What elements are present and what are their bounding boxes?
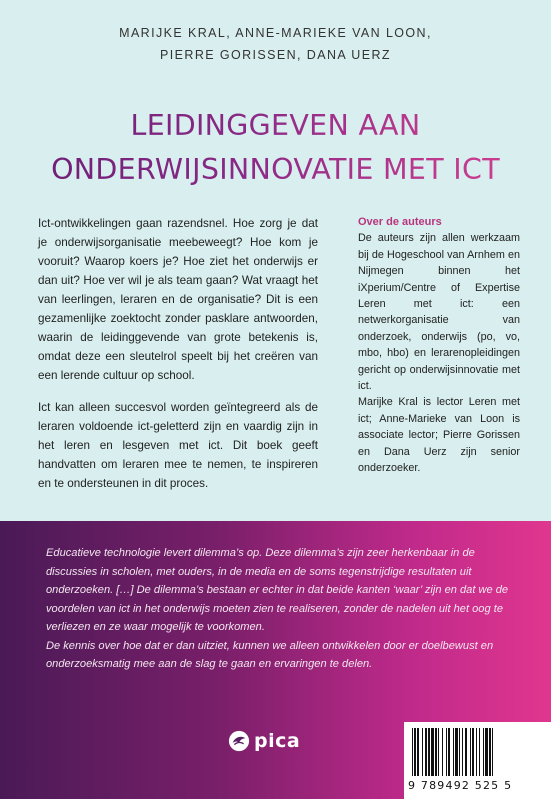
authors-line-1: MARIJKE KRAL, ANNE-MARIEKE VAN LOON,: [119, 26, 432, 40]
book-title: [0, 104, 551, 192]
intro-paragraph-1: Ict-ontwikkelingen gaan razendsnel. Hoe zorg je dat je onderwijsorganisatie meebeweegt? Hoe kom je vooruit? Waarop koers je? Hoe ziet het onderwijs er dan uit? Hoe ver wil je als team gaan? Wat vraagt het van leerlingen, leraren en de organisatie? Dit is een gezamenlijke zoektocht zonder pasklare antwoorden, waarin de leidinggevende van grote betekenis is, omdat deze een sleutelrol speelt bij het creëren van een lerende cultuur op school.: [38, 217, 318, 382]
intro-text: [38, 214, 318, 506]
intro-paragraph-2: Ict kan alleen succesvol worden geïntegreerd als de leraren voldoende ict-geletterd zijn en vaardig zijn in het leren en lesgeven met ict. Dit boek geeft handvatten om leraren mee te nemen, te inspireren en te ondersteunen in dit proces.: [38, 401, 318, 490]
quote-text-1: Educatieve technologie levert dilemma’s op. Deze dilemma’s zijn zeer herkenbaar in de discussies in scholen, met ouders, in de media en de soms tegenstrijdige resultaten uit onderzoeken. […] De dilemma’s bestaan er echter in dat beide kanten ‘waar’ zijn en dat we de voordelen van ict in het onderwijs moeten zien te realiseren, zonder de nadelen uit het oog te verliezen en ze waar mogelijk te voorkomen.: [46, 547, 509, 633]
about-authors-heading: Over de auteurs: [358, 216, 442, 228]
barcode-bar: [493, 728, 496, 776]
about-paragraph-1: De auteurs zijn allen werkzaam bij de Hogeschool van Arnhem en Nijmegen binnen het iXperium/Centre of Expertise Leren met ict: een netwerkorganisatie van onderzoek, onderwijs (po, vo, mbo, hbo) en lerarenopleidingen gericht op onderwijsinnovatie met ict.: [358, 232, 520, 393]
barcode-number: 9 789492 525 5: [408, 779, 513, 792]
title-line-1: LEIDINGGEVEN AAN: [130, 109, 421, 142]
authors-block: [0, 22, 551, 66]
publisher-logo: [228, 730, 300, 752]
pica-bird-icon: [228, 730, 250, 752]
quote-text-2: De kennis over hoe dat er dan uitziet, kunnen we alleen ontwikkelen door er doelbewust en onderzoeksmatig mee aan de slag te gaan en ervaringen te delen.: [46, 639, 494, 670]
barcode: [404, 722, 551, 799]
publisher-name: pica: [254, 730, 301, 752]
barcode-bars: [412, 728, 544, 776]
about-authors: [358, 214, 520, 477]
title-line-2: ONDERWIJSINNOVATIE MET ICT: [51, 153, 500, 186]
authors-line-2: PIERRE GORISSEN, DANA UERZ: [160, 48, 391, 62]
about-paragraph-2: Marijke Kral is lector Leren met ict; Anne-Marieke van Loon is associate lector; Pierre Gorissen en Dana Uerz zijn senior onderzoeker.: [358, 396, 520, 475]
quote-block: [46, 544, 516, 674]
